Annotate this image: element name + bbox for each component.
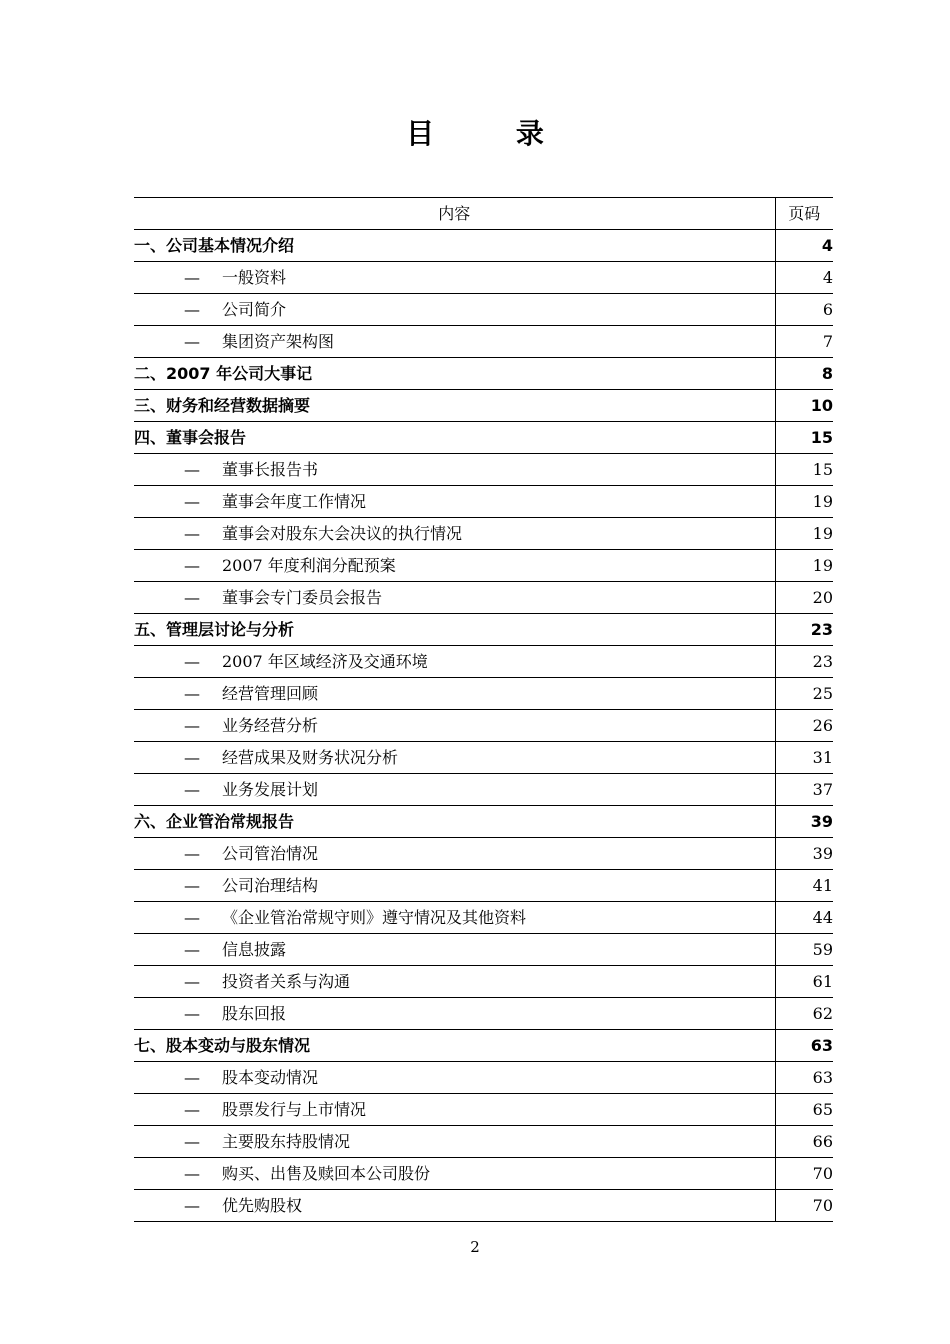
dash-marker: — bbox=[184, 587, 200, 607]
toc-entry-title bbox=[134, 742, 775, 774]
dash-marker: — bbox=[184, 843, 200, 863]
toc-entry-title bbox=[134, 966, 775, 998]
toc-entry-title bbox=[134, 486, 775, 518]
toc-entry-label: 六、企业管治常规报告 bbox=[134, 811, 295, 831]
toc-entry-row[interactable] bbox=[134, 582, 833, 614]
toc-section-row[interactable] bbox=[134, 390, 833, 422]
toc-entry-title bbox=[134, 806, 775, 838]
toc-entry-page: 44 bbox=[775, 902, 833, 934]
toc-entry-row[interactable] bbox=[134, 1190, 833, 1222]
toc-entry-page: 62 bbox=[775, 998, 833, 1030]
toc-entry-page: 4 bbox=[775, 230, 833, 262]
toc-entry-title bbox=[134, 262, 775, 294]
toc-entry-label: 信息披露 bbox=[222, 939, 287, 959]
toc-entry-row[interactable] bbox=[134, 966, 833, 998]
dash-marker: — bbox=[184, 1163, 200, 1183]
toc-entry-title bbox=[134, 646, 775, 678]
toc-entry-label: 公司简介 bbox=[222, 299, 287, 319]
toc-entry-title bbox=[134, 710, 775, 742]
dash-marker: — bbox=[184, 1099, 200, 1119]
toc-entry-row[interactable] bbox=[134, 1094, 833, 1126]
toc-entry-row[interactable] bbox=[134, 486, 833, 518]
toc-entry-title bbox=[134, 934, 775, 966]
toc-entry-row[interactable] bbox=[134, 902, 833, 934]
toc-entry-label: 董事会专门委员会报告 bbox=[222, 587, 383, 607]
toc-entry-label: 股本变动情况 bbox=[222, 1067, 319, 1087]
toc-entry-title bbox=[134, 1062, 775, 1094]
toc-entry-label: 投资者关系与沟通 bbox=[222, 971, 351, 991]
toc-entry-label: 四、董事会报告 bbox=[134, 427, 247, 447]
dash-marker: — bbox=[184, 331, 200, 351]
toc-entry-page: 70 bbox=[775, 1158, 833, 1190]
dash-marker: — bbox=[184, 971, 200, 991]
toc-entry-title bbox=[134, 582, 775, 614]
toc-entry-label: 一、公司基本情况介绍 bbox=[134, 235, 295, 255]
toc-entry-row[interactable] bbox=[134, 1158, 833, 1190]
toc-entry-page: 61 bbox=[775, 966, 833, 998]
toc-section-row[interactable] bbox=[134, 422, 833, 454]
toc-entry-page: 39 bbox=[775, 806, 833, 838]
toc-section-row[interactable] bbox=[134, 230, 833, 262]
toc-entry-page: 25 bbox=[775, 678, 833, 710]
toc-entry-label: 2007 年度利润分配预案 bbox=[222, 555, 396, 575]
header-page: 页码 bbox=[775, 198, 833, 230]
toc-entry-row[interactable] bbox=[134, 454, 833, 486]
toc-entry-title bbox=[134, 1030, 775, 1062]
toc-entry-page: 23 bbox=[775, 646, 833, 678]
toc-entry-page: 23 bbox=[775, 614, 833, 646]
toc-entry-page: 37 bbox=[775, 774, 833, 806]
toc-entry-row[interactable] bbox=[134, 710, 833, 742]
toc-entry-title bbox=[134, 1094, 775, 1126]
toc-entry-title bbox=[134, 230, 775, 262]
toc-entry-label: 五、管理层讨论与分析 bbox=[134, 619, 295, 639]
toc-entry-title bbox=[134, 390, 775, 422]
toc-entry-page: 4 bbox=[775, 262, 833, 294]
toc-entry-label: 股票发行与上市情况 bbox=[222, 1099, 367, 1119]
toc-entry-page: 7 bbox=[775, 326, 833, 358]
toc-section-row[interactable] bbox=[134, 614, 833, 646]
toc-entry-label: 董事会年度工作情况 bbox=[222, 491, 367, 511]
dash-marker: — bbox=[184, 1003, 200, 1023]
toc-entry-row[interactable] bbox=[134, 838, 833, 870]
toc-entry-label: 公司治理结构 bbox=[222, 875, 319, 895]
toc-entry-row[interactable] bbox=[134, 998, 833, 1030]
dash-marker: — bbox=[184, 459, 200, 479]
toc-section-row[interactable] bbox=[134, 1030, 833, 1062]
toc-entry-page: 8 bbox=[775, 358, 833, 390]
toc-entry-title bbox=[134, 614, 775, 646]
toc-entry-page: 6 bbox=[775, 294, 833, 326]
toc-entry-page: 31 bbox=[775, 742, 833, 774]
toc-entry-title bbox=[134, 1190, 775, 1222]
toc-entry-page: 65 bbox=[775, 1094, 833, 1126]
toc-entry-label: 董事长报告书 bbox=[222, 459, 319, 479]
toc-entry-title bbox=[134, 838, 775, 870]
toc-entry-page: 19 bbox=[775, 486, 833, 518]
toc-entry-title bbox=[134, 422, 775, 454]
toc-entry-row[interactable] bbox=[134, 678, 833, 710]
dash-marker: — bbox=[184, 715, 200, 735]
toc-entry-page: 10 bbox=[775, 390, 833, 422]
toc-entry-title bbox=[134, 1158, 775, 1190]
toc-entry-label: 集团资产架构图 bbox=[222, 331, 335, 351]
toc-entry-title bbox=[134, 870, 775, 902]
toc-entry-label: 股东回报 bbox=[222, 1003, 287, 1023]
dash-marker: — bbox=[184, 1195, 200, 1215]
page-number: 2 bbox=[470, 1238, 480, 1256]
dash-marker: — bbox=[184, 1131, 200, 1151]
toc-entry-row[interactable] bbox=[134, 870, 833, 902]
toc-entry-title bbox=[134, 326, 775, 358]
toc-entry-label: 公司管治情况 bbox=[222, 843, 319, 863]
toc-entry-page: 20 bbox=[775, 582, 833, 614]
toc-entry-page: 70 bbox=[775, 1190, 833, 1222]
dash-marker: — bbox=[184, 939, 200, 959]
toc-table bbox=[134, 197, 833, 1222]
toc-entry-row[interactable] bbox=[134, 262, 833, 294]
toc-entry-row[interactable] bbox=[134, 646, 833, 678]
toc-entry-row[interactable] bbox=[134, 742, 833, 774]
toc-entry-page: 63 bbox=[775, 1062, 833, 1094]
toc-entry-title bbox=[134, 1126, 775, 1158]
dash-marker: — bbox=[184, 651, 200, 671]
toc-entry-label: 购买、出售及赎回本公司股份 bbox=[222, 1163, 431, 1183]
toc-entry-label: 经营管理回顾 bbox=[222, 683, 319, 703]
toc-entry-row[interactable] bbox=[134, 934, 833, 966]
toc-entry-page: 39 bbox=[775, 838, 833, 870]
toc-entry-title bbox=[134, 518, 775, 550]
dash-marker: — bbox=[184, 523, 200, 543]
dash-marker: — bbox=[184, 683, 200, 703]
toc-entry-title bbox=[134, 902, 775, 934]
dash-marker: — bbox=[184, 555, 200, 575]
toc-entry-label: 业务经营分析 bbox=[222, 715, 319, 735]
dash-marker: — bbox=[184, 299, 200, 319]
dash-marker: — bbox=[184, 1067, 200, 1087]
dash-marker: — bbox=[184, 875, 200, 895]
toc-entry-title bbox=[134, 678, 775, 710]
toc-entry-label: 二、2007 年公司大事记 bbox=[134, 363, 313, 383]
toc-entry-label: 主要股东持股情况 bbox=[222, 1131, 351, 1151]
toc-entry-title bbox=[134, 358, 775, 390]
toc-entry-label: 2007 年区域经济及交通环境 bbox=[222, 651, 428, 671]
toc-entry-row[interactable] bbox=[134, 1126, 833, 1158]
toc-entry-label: 一般资料 bbox=[222, 267, 287, 287]
toc-entry-page: 26 bbox=[775, 710, 833, 742]
toc-entry-page: 19 bbox=[775, 550, 833, 582]
toc-entry-row[interactable] bbox=[134, 326, 833, 358]
toc-entry-page: 66 bbox=[775, 1126, 833, 1158]
toc-entry-row[interactable] bbox=[134, 550, 833, 582]
toc-entry-page: 59 bbox=[775, 934, 833, 966]
toc-entry-label: 业务发展计划 bbox=[222, 779, 319, 799]
toc-entry-page: 15 bbox=[775, 422, 833, 454]
toc-entry-title bbox=[134, 294, 775, 326]
toc-entry-row[interactable] bbox=[134, 518, 833, 550]
toc-entry-label: 《企业管治常规守则》遵守情况及其他资料 bbox=[222, 907, 527, 927]
toc-section-row[interactable] bbox=[134, 806, 833, 838]
toc-entry-title bbox=[134, 998, 775, 1030]
page-title: 目 录 bbox=[406, 117, 580, 150]
toc-entry-row[interactable] bbox=[134, 774, 833, 806]
toc-entry-page: 41 bbox=[775, 870, 833, 902]
toc-entry-label: 优先购股权 bbox=[222, 1195, 303, 1215]
header-content: 内容 bbox=[134, 198, 775, 230]
toc-entry-page: 15 bbox=[775, 454, 833, 486]
toc-section-row[interactable] bbox=[134, 358, 833, 390]
dash-marker: — bbox=[184, 491, 200, 511]
dash-marker: — bbox=[184, 267, 200, 287]
toc-entry-label: 三、财务和经营数据摘要 bbox=[134, 395, 311, 415]
toc-entry-page: 63 bbox=[775, 1030, 833, 1062]
toc-entry-title bbox=[134, 454, 775, 486]
dash-marker: — bbox=[184, 779, 200, 799]
toc-entry-title bbox=[134, 550, 775, 582]
toc-entry-label: 七、股本变动与股东情况 bbox=[134, 1035, 311, 1055]
toc-entry-title bbox=[134, 774, 775, 806]
toc-body bbox=[134, 230, 833, 1222]
toc-header-row bbox=[134, 198, 833, 230]
toc-entry-label: 经营成果及财务状况分析 bbox=[222, 747, 399, 767]
toc-entry-row[interactable] bbox=[134, 1062, 833, 1094]
toc-entry-row[interactable] bbox=[134, 294, 833, 326]
dash-marker: — bbox=[184, 747, 200, 767]
dash-marker: — bbox=[184, 907, 200, 927]
toc-entry-label: 董事会对股东大会决议的执行情况 bbox=[222, 523, 463, 543]
toc-entry-page: 19 bbox=[775, 518, 833, 550]
